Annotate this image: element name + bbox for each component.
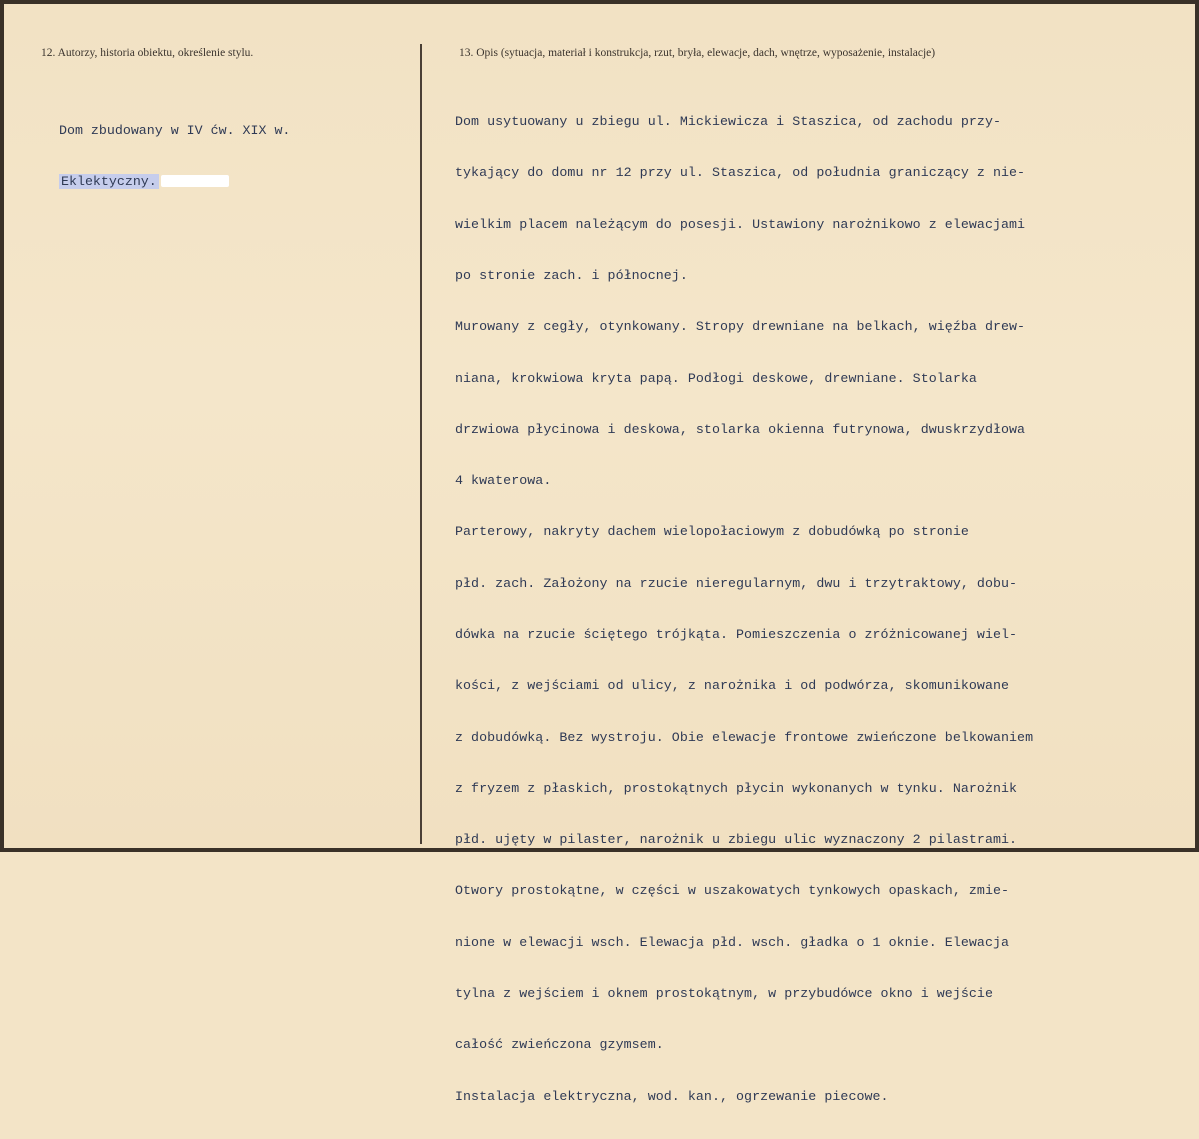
- description-line: płd. zach. Założony na rzucie nieregularnym, dwu i trzytraktowy, dobu-: [455, 575, 1018, 591]
- description-line: dówka na rzucie ściętego trójkąta. Pomieszczenia o zróżnicowanej wiel-: [455, 627, 1018, 642]
- description-line: 4 kwaterowa.: [455, 473, 552, 489]
- field-12-content: [59, 88, 290, 225]
- description-line: całość zwieńczona gzymsem.: [455, 1037, 664, 1053]
- description-line: drzwiowa płycinowa i deskowa, stolarka okienna futrynowa, dwuskrzydłowa: [455, 421, 1026, 437]
- description-line: z dobudówką. Bez wystroju. Obie elewacje frontowe zwieńczone belkowaniem: [455, 729, 1034, 745]
- field-12-label: 12. Autorzy, historia obiektu, określenie stylu.: [41, 47, 254, 59]
- description-line: kości, z wejściami od ulicy, z narożnika i od podwórza, skomunikowane: [455, 678, 1010, 694]
- description-line: Otwory prostokątne, w części w uszakowatych tynkowych opaskach, zmie-: [455, 883, 1010, 899]
- description-line: nione w elewacji wsch. Elewacja płd. wsch. gładka o 1 oknie. Elewacja: [455, 934, 1010, 950]
- description-line: z fryzem z płaskich, prostokątnych płycin wykonanych w tynku. Narożnik: [455, 780, 1018, 796]
- description-line: niana, krokwiowa kryta papą. Podłogi deskowe, drewniane. Stolarka: [455, 370, 977, 386]
- left-line-2: [59, 173, 290, 190]
- description-line: Parterowy, nakryty dachem wielopołaciowym z dobudówką po stronie: [455, 524, 969, 540]
- description-line: wielkim placem należącym do posesji. Ustawiony narożnikowo z elewacjami: [455, 216, 1026, 232]
- description-line: tylna z wejściem i oknem prostokątnym, w przybudówce okno i wejście: [455, 985, 993, 1001]
- description-line: po stronie zach. i północnej.: [455, 268, 688, 284]
- field-13-content: [455, 79, 1033, 1139]
- description-line: płd. ujęty w pilaster, narożnik u zbiegu ulic wyznaczony 2 pilastrami.: [455, 832, 1018, 848]
- field-13-label: 13. Opis (sytuacja, materiał i konstrukcja, rzut, bryła, elewacje, dach, wnętrze, wyposażenie, instalacje): [459, 47, 936, 59]
- column-divider: [420, 44, 422, 844]
- description-line: Murowany z cegły, otynkowany. Stropy drewniane na belkach, więźba drew-: [455, 319, 1026, 335]
- description-line: Dom usytuowany u zbiegu ul. Mickiewicza i Staszica, od zachodu przy-: [455, 114, 1002, 130]
- description-line: tykający do domu nr 12 przy ul. Staszica, od południa graniczący z nie-: [455, 165, 1026, 181]
- description-line: Instalacja elektryczna, wod. kan., ogrzewanie piecowe.: [455, 1088, 889, 1104]
- left-line-1: Dom zbudowany w IV ćw. XIX w.: [59, 123, 291, 139]
- style-highlight: Eklektyczny.: [61, 174, 157, 190]
- redaction-mark: [161, 175, 229, 187]
